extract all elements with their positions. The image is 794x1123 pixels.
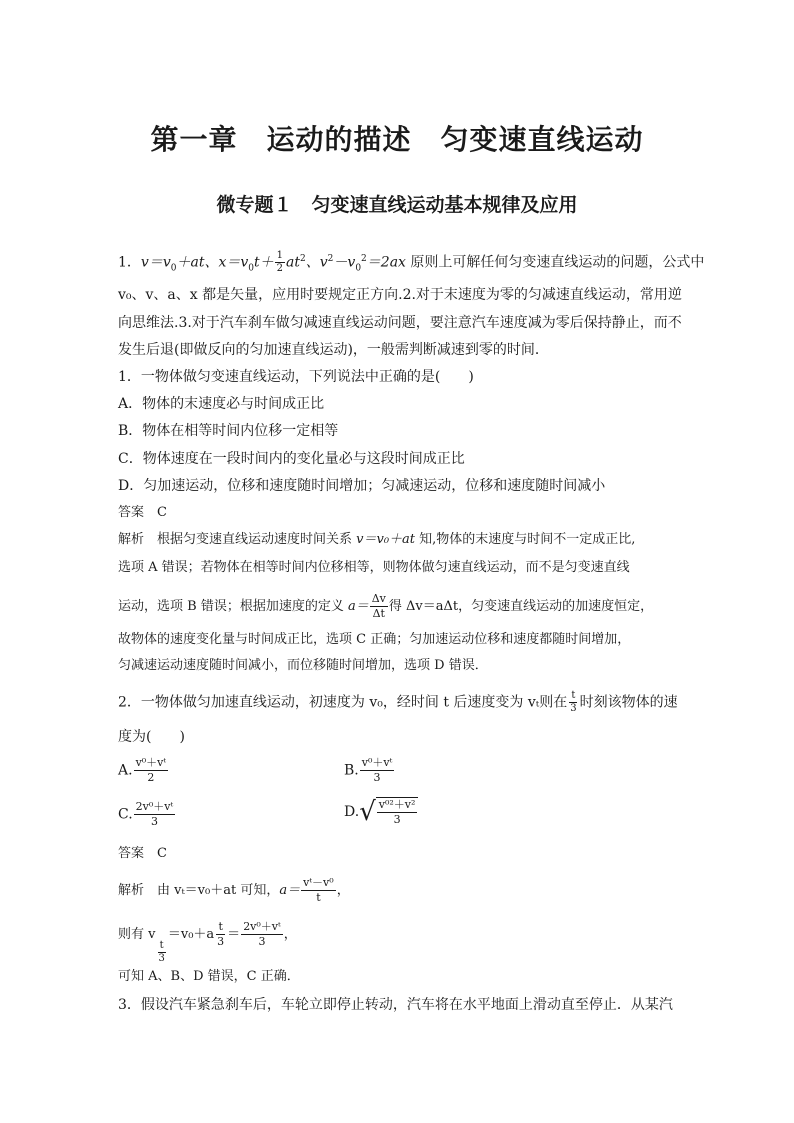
q1-explanation-line-2: 选项 A 错误；若物体在相等时间内位移相等，则物体做匀速直线运动，而不是匀变速直线	[118, 560, 630, 575]
superscript: 2	[361, 254, 367, 264]
q2-explanation-line-1: 解析 由 vₜ＝v₀＋at 可知，a＝ $\frac{\text{vᵗ－v⁰}}{t}$ ，	[118, 876, 350, 904]
q1-explanation-line-4: 故物体的速度变化量与时间成正比，选项 C 正确；匀加速运动位移和速度都随时间增加，	[118, 632, 631, 647]
intro-line-3: 向思维法.3.对于汽车刹车做匀减速直线运动问题，要注意汽车速度减为零后保持静止，而不	[118, 315, 682, 331]
q2-stem-line-1: 2．一物体做匀加速直线运动，初速度为 v₀，经时间 t 后速度变为 vₜ则在 $\frac{t}{3}$ 时刻该物体的速	[118, 690, 678, 714]
q2-answer: 答案 C	[118, 846, 167, 861]
formula-part: ＝2ax	[366, 254, 406, 271]
intro-line-4: 发生后退(即做反向的匀加速直线运动)，一般需判断减速到零的时间．	[118, 342, 549, 358]
q2-option-b: B. $\frac{\text{v⁰＋vᵗ}}{3}$	[344, 756, 393, 784]
q1-explanation-line-5: 匀减速运动速度随时间减小，而位移随时间增加，选项 D 错误．	[118, 658, 488, 673]
q1-option-c: C．物体速度在一段时间内的变化量必与这段时间成正比	[118, 451, 465, 467]
q2-option-c: C. $\frac{\text{2v⁰＋vᵗ}}{3}$	[118, 800, 174, 828]
q1-option-b: B．物体在相等时间内位移一定相等	[118, 423, 339, 439]
sqrt-symbol: √ $\frac{\text{v⁰²＋v²}}{3}$	[359, 797, 418, 827]
intro-line-2: v₀、v、a、x 都是矢量，应用时要规定正方向.2.对于末速度为零的匀减速直线运动，常用逆	[118, 287, 682, 303]
q1-explanation-line-3: 运动，选项 B 错误；根据加速度的定义 a＝ $\frac{\Delta v}{\Delta t}$ 得 Δv＝aΔt，匀变速直线运动的加速度恒定，	[118, 592, 654, 620]
chapter-title: 第一章 运动的描述 匀变速直线运动	[150, 123, 644, 156]
fraction-half: $\frac{1}{2}$	[276, 250, 284, 275]
q3-stem: 3．假设汽车紧急刹车后，车轮立即停止转动，汽车将在水平地面上滑动直至停止．从某汽	[118, 997, 673, 1013]
formula-part: at	[286, 254, 300, 271]
q2-stem-line-2: 度为( )	[118, 729, 185, 745]
fraction-dv-dt: $\frac{\Delta v}{\Delta t}$	[371, 592, 386, 620]
subscript-t-3: $\frac{t}{3}$	[158, 940, 165, 964]
fraction-t-3: $\frac{t}{3}$	[570, 690, 577, 714]
formula-part: t＋	[254, 254, 274, 271]
q1-answer: 答案 C	[118, 505, 167, 520]
q2-explanation-line-2: 则有 v $\frac{t}{3}$ ＝v₀＋a $\frac{t}{3}$ ＝ $\frac{\text{2v⁰＋vᵗ}}{3}$ ，	[118, 920, 297, 964]
superscript: 2	[327, 254, 334, 264]
intro-text: 原则上可解任何匀变速直线运动的问题，公式中	[410, 254, 705, 271]
q1-explanation-line-1: 解析 根据匀变速直线运动速度时间关系 v＝v₀＋at 知,物体的末速度与时间不一定成正比,	[118, 532, 636, 547]
subscript: 0	[355, 263, 362, 274]
formula-part: －v	[333, 254, 356, 271]
q2-option-a: A. $\frac{\text{v⁰＋vᵗ}}{2}$	[118, 756, 167, 784]
q1-option-d: D．匀加速运动，位移和速度随时间增加；匀减速运动，位移和速度随时间减小	[118, 478, 606, 494]
intro-number: 1．	[118, 254, 141, 271]
q1-stem: 1．一物体做匀变速直线运动，下列说法中正确的是( )	[118, 369, 474, 385]
subscript: 0	[170, 263, 177, 274]
formula-part: v＝v	[140, 254, 171, 271]
q1-option-a: A．物体的末速度必与时间成正比	[118, 396, 325, 412]
q2-option-d: D. √ $\frac{\text{v⁰²＋v²}}{3}$	[344, 797, 418, 827]
section-title: 微专题１ 匀变速直线运动基本规律及应用	[216, 194, 578, 216]
q2-explanation-line-3: 可知 A、B、D 错误，C 正确．	[118, 969, 300, 984]
superscript: 2	[300, 254, 306, 264]
subscript: 0	[248, 263, 254, 274]
intro-line-1	[118, 250, 704, 277]
formula-part: 、v	[305, 254, 328, 271]
formula-part: ＋at、x＝v	[176, 254, 249, 271]
